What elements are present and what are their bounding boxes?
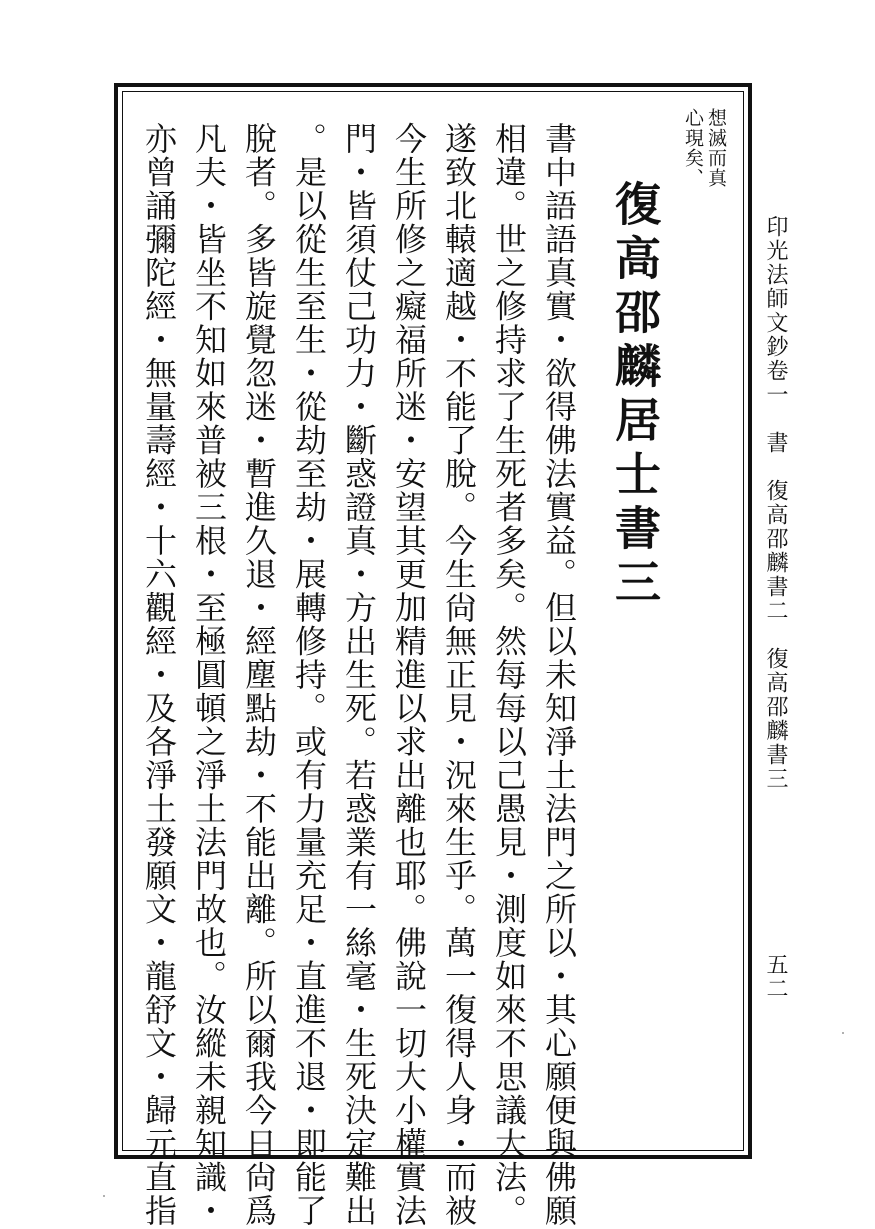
note-line-1: 想滅而真 (705, 108, 727, 188)
body-column-3: 遂致北轅適越・不能了脫。今生尙無正見・況來生乎。萬一復得人身・而被 (440, 122, 478, 1228)
body-column-4: 今生所修之癡福所迷・安望其更加精進以求出離也耶。佛說一切大小權實法 (390, 122, 428, 1228)
note-line-2: 心現矣、 (682, 108, 704, 188)
body-column-1: 書中語語真實・欲得佛法實益。但以未知淨土法門之所以・其心願便與佛願 (540, 122, 578, 1228)
paper-speck (842, 1032, 844, 1034)
page-number: 五二 (763, 953, 788, 1001)
body-column-9: 亦曾誦彌陀經・無量壽經・十六觀經・及各淨土發願文・龍舒文・歸元直指 (140, 122, 178, 1228)
body-column-6: 。是以從生至生・從劫至劫・展轉修持。或有力量充足・直進不退・即能了 (290, 122, 328, 1228)
letter-title: 復高邵麟居士書三 (608, 180, 662, 612)
body-column-8: 凡夫・皆坐不知如來普被三根・至極圓頓之淨土法門故也。汝縱未親知識・ (190, 122, 228, 1228)
body-column-2: 相違。世之修持求了生死者多矣。然每每以己愚見・測度如來不思議大法。 (490, 122, 528, 1228)
body-column-7: 脫者。多皆旋覺忽迷・暫進久退・經塵點劫・不能出離。所以爾我今日尙爲 (240, 122, 278, 1228)
running-head: 印光法師文鈔卷一 書 復高邵麟書二 復高邵麟書三 (763, 215, 788, 791)
body-column-5: 門・皆須仗己功力・斷惑證真・方出生死。若惑業有一絲毫・生死決定難出 (340, 122, 378, 1228)
paper-speck (103, 1195, 105, 1197)
